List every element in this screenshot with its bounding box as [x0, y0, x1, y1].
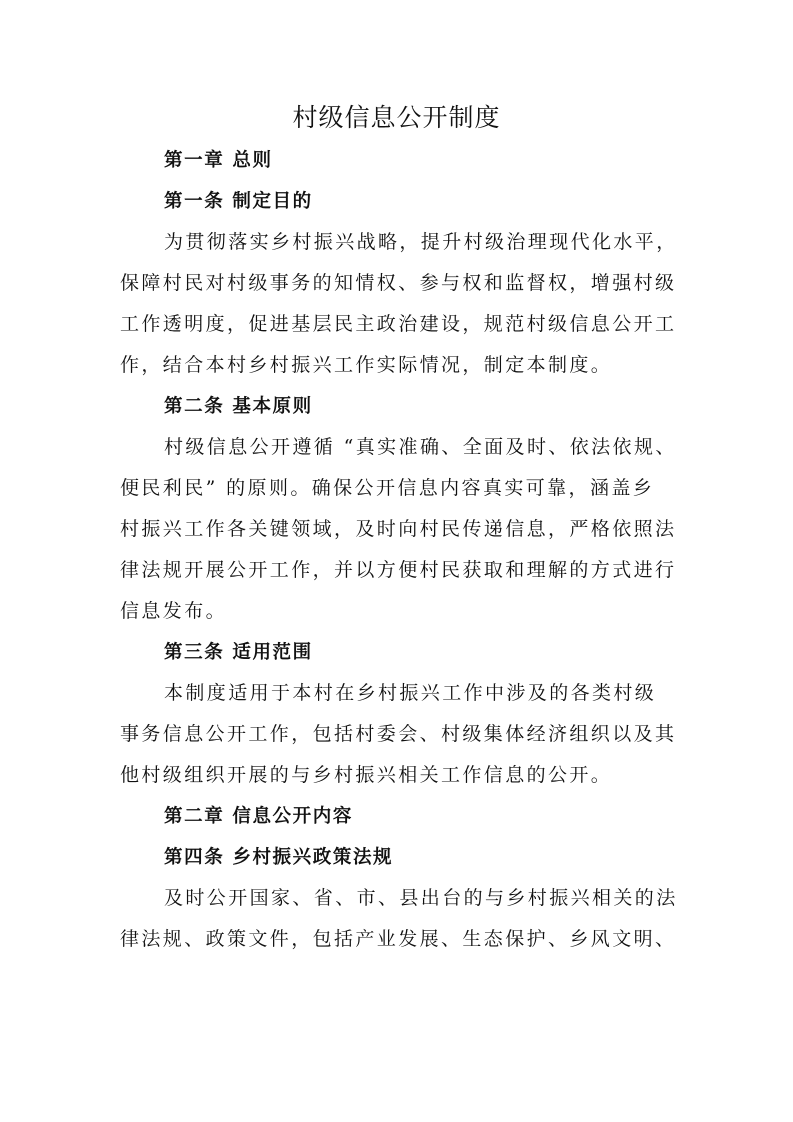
chapter-heading: 第二章 信息公开内容	[164, 806, 353, 827]
paragraph-line: 村级信息公开遵循 “真实准确、全面及时、依法依规、	[164, 436, 677, 458]
paragraph-line: 为贯彻落实乡村振兴战略，提升村级治理现代化水平，	[164, 231, 678, 253]
paragraph-line: 他村级组织开展的与乡村振兴相关工作信息的公开。	[120, 764, 613, 786]
paragraph-line: 及时公开国家、省、市、县出台的与乡村振兴相关的法	[164, 887, 678, 909]
paragraph-line: 本制度适用于本村在乡村振兴工作中涉及的各类村级	[164, 682, 657, 704]
paragraph-line: 作，结合本村乡村振兴工作实际情况，制定本制度。	[120, 354, 613, 376]
document-body	[120, 140, 680, 960]
paragraph-line: 信息发布。	[120, 600, 228, 622]
document-title: 村级信息公开制度	[292, 103, 501, 132]
chapter-heading: 第一章 总则	[164, 150, 273, 171]
paragraph-line: 工作透明度，促进基层民主政治建设，规范村级信息公开工	[120, 313, 677, 335]
paragraph-line: 便民利民” 的原则。确保公开信息内容真实可靠，涵盖乡	[120, 477, 655, 499]
article-heading: 第二条 基本原则	[164, 396, 313, 417]
paragraph-line: 事务信息公开工作，包括村委会、村级集体经济组织以及其	[120, 723, 677, 745]
paragraph-line: 保障村民对村级事务的知情权、参与权和监督权，增强村级	[120, 272, 677, 294]
article-heading: 第一条 制定目的	[164, 191, 313, 212]
article-heading: 第三条 适用范围	[164, 642, 313, 663]
paragraph-line: 律法规、政策文件，包括产业发展、生态保护、乡风文明、	[120, 928, 677, 950]
paragraph-line: 律法规开展公开工作，并以方便村民获取和理解的方式进行	[120, 559, 677, 581]
article-heading: 第四条 乡村振兴政策法规	[164, 847, 394, 868]
paragraph-line: 村振兴工作各关键领域，及时向村民传递信息，严格依照法	[120, 518, 677, 540]
